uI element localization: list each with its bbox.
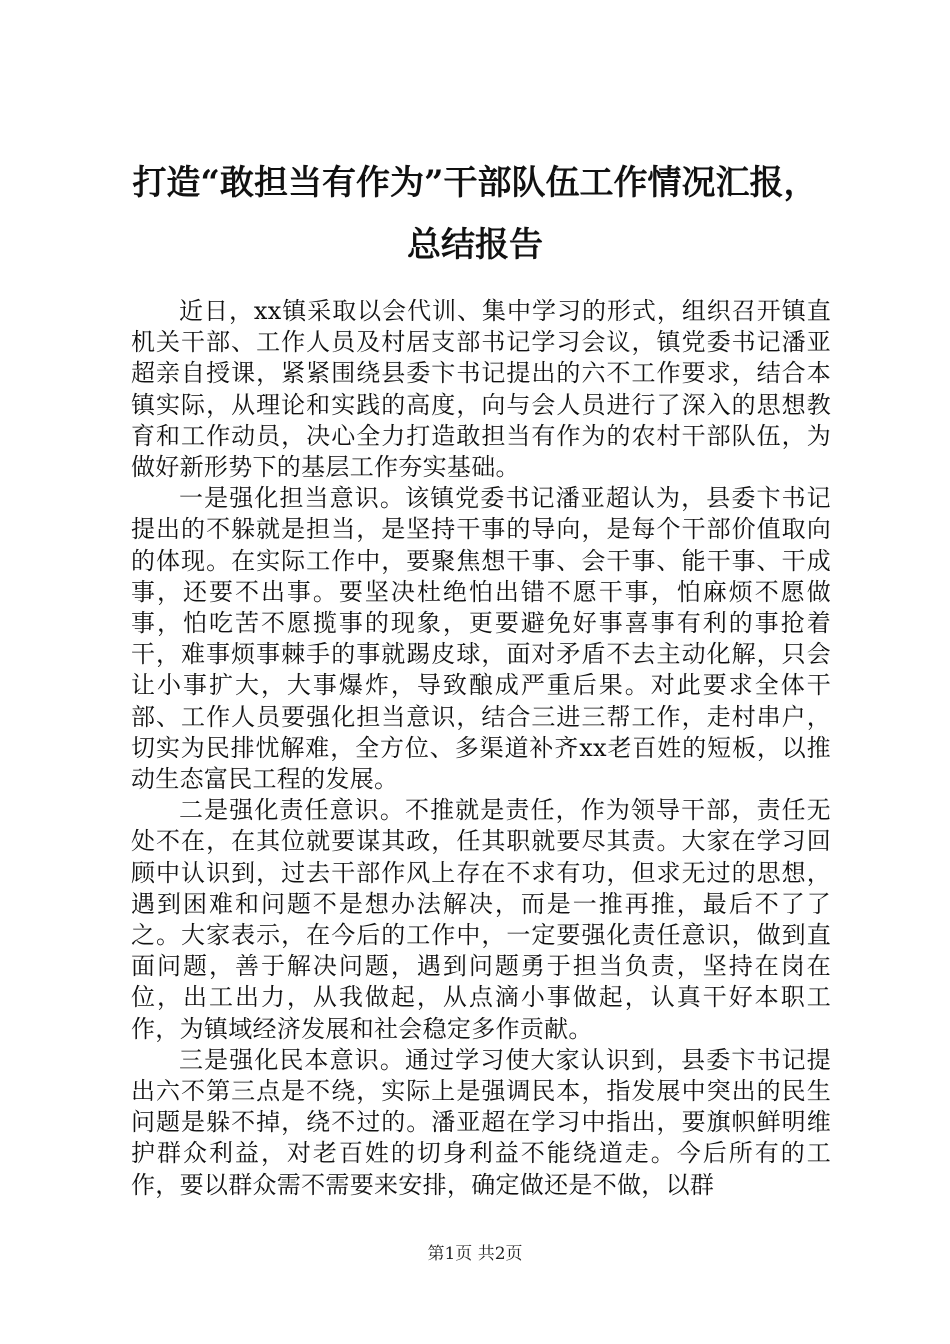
page-footer: 第1页 共2页 [427,1244,523,1264]
document-body [131,296,831,1201]
document-title-line-1: 打造“敢担当有作为”干部队伍工作情况汇报， [132,163,818,203]
paragraph-duty-awareness: 二是强化责任意识。不推就是责任，作为领导干部，责任无处不在，在其位就要谋其政，任其职就要尽其责。大家在学习回顾中认识到，过去干部作风上存在不求有功，但求无过的思想，遇到困难和问题不是想办法解决，而是一推再推，最后不了了之。大家表示，在今后的工作中，一定要强化责任意识，做到直面问题，善于解决问题，遇到问题勇于担当负责，坚持在岗在位，出工出力，从我做起，从点滴小事做起，认真干好本职工作，为镇域经济发展和社会稳定多作贡献。 [131,796,831,1043]
paragraph-intro: 近日，xx镇采取以会代训、集中学习的形式，组织召开镇直机关干部、工作人员及村居支部书记学习会议，镇党委书记潘亚超亲自授课，紧紧围绕县委卞书记提出的六不工作要求，结合本镇实际，从理论和实践的高度，向与会人员进行了深入的思想教育和工作动员，决心全力打造敢担当有作为的农村干部队伍，为做好新形势下的基层工作夯实基础。 [131,297,831,482]
paragraph-responsibility-awareness: 一是强化担当意识。该镇党委书记潘亚超认为，县委卞书记提出的不躲就是担当，是坚持干事的导向，是每个干部价值取向的体现。在实际工作中，要聚焦想干事、会干事、能干事、干成事，还要不出事。要坚决杜绝怕出错不愿干事，怕麻烦不愿做事，怕吃苦不愿揽事的现象，更要避免好事喜事有利的事抢着干，难事烦事棘手的事就踢皮球，面对矛盾不去主动化解，只会让小事扩大，大事爆炸，导致酿成严重后果。对此要求全体干部、工作人员要强化担当意识，结合三进三帮工作，走村串户，切实为民排忧解难，全方位、多渠道补齐xx老百姓的短板，以推动生态富民工程的发展。 [131,484,831,794]
paragraph-people-awareness: 三是强化民本意识。通过学习使大家认识到，县委卞书记提出六不第三点是不绕，实际上是强调民本，指发展中突出的民生问题是躲不掉，绕不过的。潘亚超在学习中指出，要旗帜鲜明维护群众利益，对老百姓的切身利益不能绕道走。今后所有的工作，要以群众需不需要来安排，确定做还是不做，以群 [131,1045,831,1199]
document-title-line-2: 总结报告 [407,225,543,265]
